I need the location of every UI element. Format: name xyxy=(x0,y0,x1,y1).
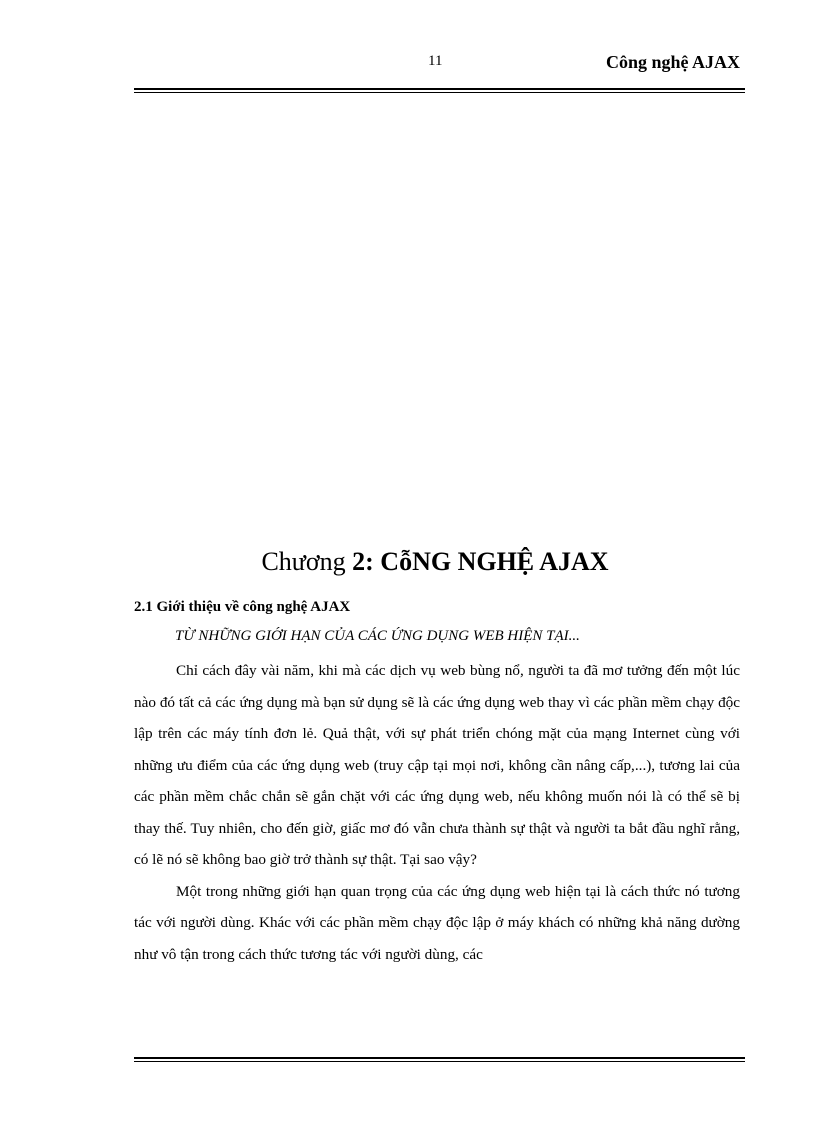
page-number: 11 xyxy=(428,53,443,69)
chapter-name: CỗNG NGHỆ AJAX xyxy=(380,547,609,576)
running-header-title: Công nghệ AJAX xyxy=(605,52,740,72)
chapter-number: 2: xyxy=(352,547,381,576)
chapter-prefix: Chương xyxy=(261,547,353,576)
paragraph: Một trong những giới hạn quan trọng của các ứng dụng web hiện tại là cách thức nó tương tác với người dùng. Khác với các phần mềm chạy độc lập ở máy khách có những khả năng dường như vô tận trong cách thức tương tác với người dùng, các xyxy=(134,882,740,963)
paragraph: Chỉ cách đây vài năm, khi mà các dịch vụ web bùng nổ, người ta đã mơ tưởng đến một lúc nào đó tất cả các ứng dụng mà bạn sử dụng sẽ là các ứng dụng web thay vì các phần mềm chạy độc lập trên các máy tính đơn lẻ. Quả thật, với sự phát triển chóng mặt của mạng Internet cùng với những ưu điểm của các ứng dụng web (truy cập tại mọi nơi, không cần nâng cấp,...), tương lai của các phần mềm chắc chắn sẽ gắn chặt với các ứng dụng web, nếu không muốn nói là có thể sẽ bị thay thế. Tuy nhiên, cho đến giờ, giấc mơ đó vẫn chưa thành sự thật và người ta bắt đầu nghĩ rằng, có lẽ nó sẽ không bao giờ trở thành sự thật. Tại sao vậy? xyxy=(134,662,740,868)
section-subheading: TỪ NHỮNG GIỚI HẠN CỦA CÁC ỨNG DỤNG WEB HIỆN TẠI... xyxy=(175,628,580,644)
header-double-rule xyxy=(134,88,745,93)
footer-double-rule xyxy=(134,1057,745,1062)
chapter-title xyxy=(0,547,816,577)
body-text xyxy=(134,655,740,970)
section-heading: 2.1 Giới thiệu về công nghệ AJAX xyxy=(134,599,351,615)
